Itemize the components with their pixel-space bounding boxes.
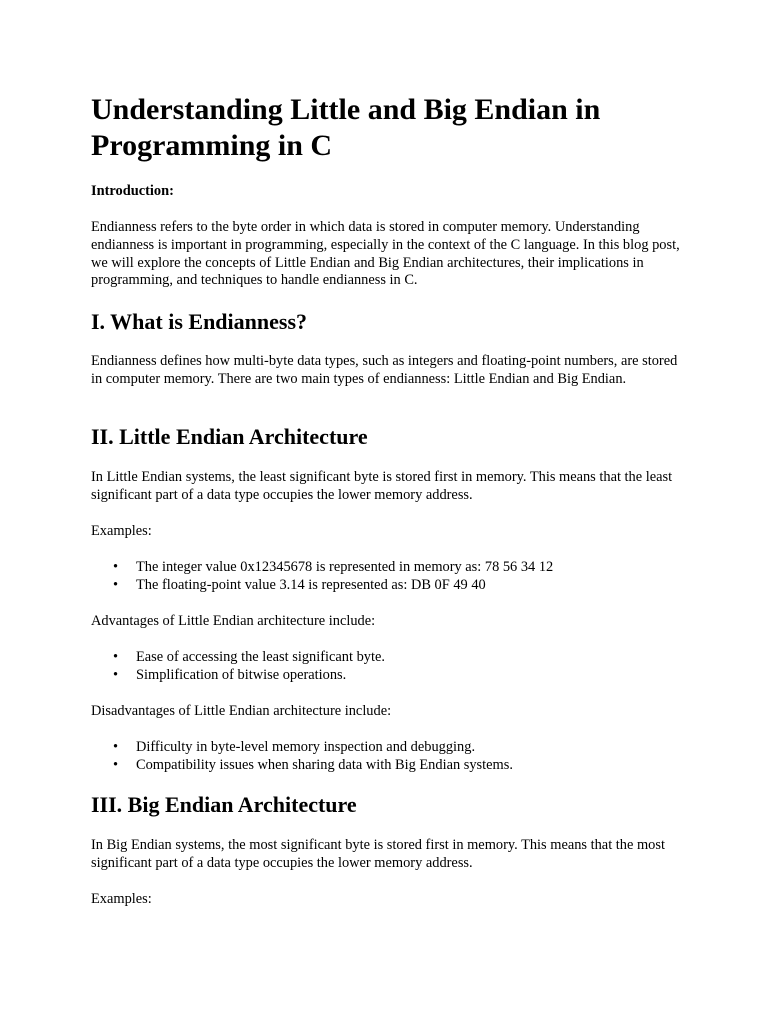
little-endian-examples-list (91, 559, 691, 595)
page-title: Understanding Little and Big Endian in Programming in C (91, 93, 601, 162)
bullet-icon: • (113, 666, 119, 683)
big-endian-examples-label: Examples: (91, 891, 152, 907)
bullet-icon: • (113, 576, 119, 593)
list-item: • Simplification of bitwise operations. (113, 666, 347, 683)
advantages-label: Advantages of Little Endian architecture include: (91, 613, 376, 629)
little-endian-examples-label: Examples: (91, 523, 152, 539)
intro-paragraph: Endianness refers to the byte order in which data is stored in computer memory. Understanding endianness is important in programming, especially in the context of the C language. In this blog post, we will explore the concepts of Little Endian and Big Endian architectures, their implications in programming, and techniques to handle endianness in C. (91, 219, 680, 289)
intro-heading: Introduction: (91, 183, 174, 199)
advantages-list (91, 649, 691, 685)
bullet-icon: • (113, 739, 119, 755)
section-3-paragraph: In Big Endian systems, the most significant byte is stored first in memory. This means that the most significant part of a data type occupies the lower memory address. (91, 837, 665, 871)
section-heading-big-endian: III. Big Endian Architecture (91, 792, 357, 817)
list-item: • The integer value 0x12345678 is represented in memory as: 78 56 34 12 (113, 559, 554, 575)
list-item: • The floating-point value 3.14 is represented as: DB 0F 49 40 (113, 576, 486, 593)
bullet-icon: • (113, 756, 119, 773)
list-item: • Ease of accessing the least significant byte. (113, 649, 385, 665)
bullet-icon: • (113, 649, 119, 665)
list-item: • Compatibility issues when sharing data with Big Endian systems. (113, 756, 513, 773)
section-1-paragraph: Endianness defines how multi-byte data types, such as integers and floating-point numbers, are stored in computer memory. There are two main types of endianness: Little Endian and Big Endian. (91, 353, 678, 387)
section-heading-little-endian: II. Little Endian Architecture (91, 424, 368, 449)
disadvantages-list (91, 739, 691, 775)
section-2-paragraph: In Little Endian systems, the least significant byte is stored first in memory. This means that the least significant part of a data type occupies the lower memory address. (91, 469, 673, 503)
list-item: • Difficulty in byte-level memory inspection and debugging. (113, 739, 476, 755)
bullet-icon: • (113, 559, 119, 575)
disadvantages-label: Disadvantages of Little Endian architecture include: (91, 703, 392, 719)
section-heading-what-is-endianness: I. What is Endianness? (91, 309, 308, 334)
